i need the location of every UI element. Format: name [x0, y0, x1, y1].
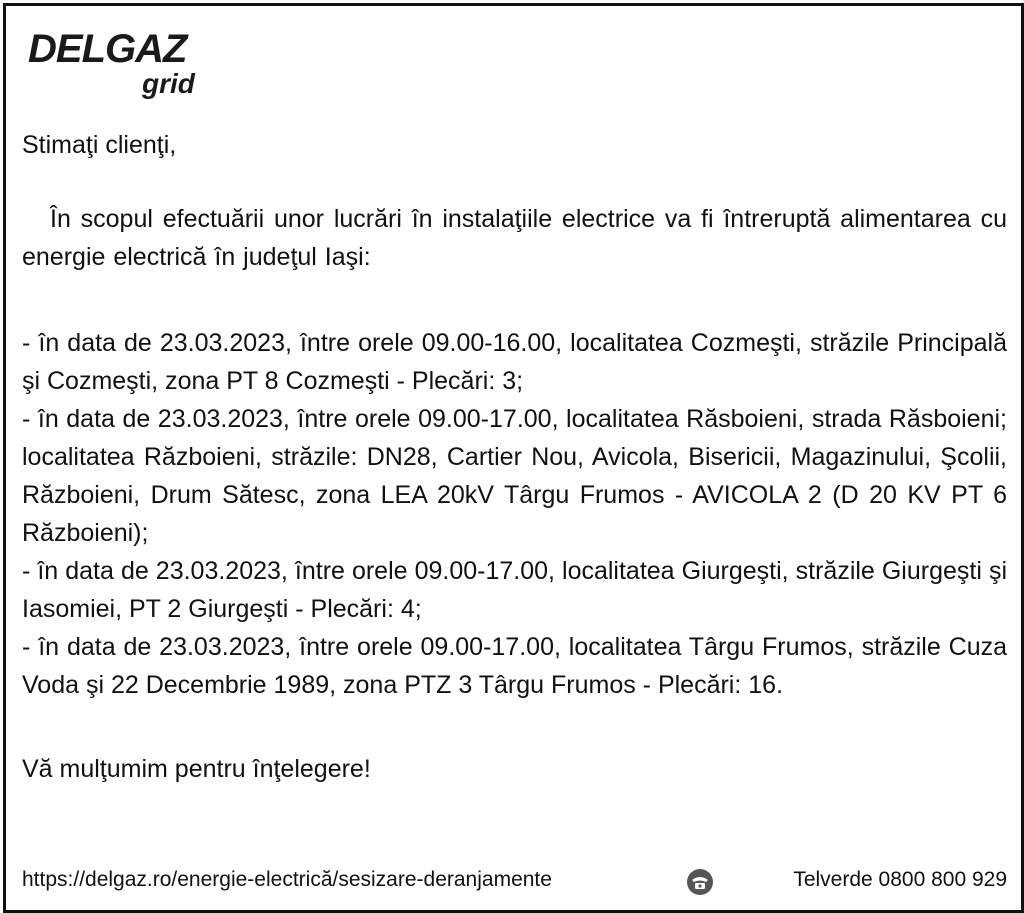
intro-paragraph: În scopul efectuării unor lucrări în instalaţiile electrice va fi întreruptă alimentarea cu energie electrică în judeţul Iaşi:: [22, 205, 1007, 271]
footer: [22, 866, 1007, 898]
outage-item: - în data de 23.03.2023, între orele 09.00-17.00, localitatea Răsboieni, strada Răsboieni; localitatea Războieni, străzile: DN28, Cartier Nou, Avicola, Bisericii, Magazinului, Şcolii, Războieni, Drum Sătesc, zona LEA 20kV Târgu Frumos - AVICOLA 2 (D 20 KV PT 6 Războieni);: [22, 405, 1007, 547]
phone-number[interactable]: Telverde 0800 800 929: [793, 868, 1007, 891]
delgaz-grid-logo: [26, 20, 226, 102]
greeting: Stimaţi clienţi,: [22, 131, 177, 159]
closing-line: Vă mulţumim pentru înţelegere!: [22, 755, 371, 783]
outage-item: - în data de 23.03.2023, între orele 09.00-17.00, localitatea Giurgeşti, străzile Giurgeşti şi Iasomiei, PT 2 Giurgeşti - Plecări: 4;: [22, 557, 1007, 623]
logo-brand-line1: DELGAZ: [28, 27, 187, 71]
logo-graphic: [26, 20, 226, 102]
notice-body: [22, 126, 1007, 788]
report-link[interactable]: https://delgaz.ro/energie-electrică/sesizare-deranjamente: [22, 868, 552, 891]
logo-brand-line2: grid: [142, 68, 195, 99]
outage-list: [22, 324, 1007, 704]
outage-item: - în data de 23.03.2023, între orele 09.00-16.00, localitatea Cozmeşti, străzile Principală şi Cozmeşti, zona PT 8 Cozmeşti - Plecări: 3;: [22, 329, 1007, 395]
outage-item: - în data de 23.03.2023, între orele 09.00-17.00, localitatea Târgu Frumos, străzile Cuza Voda şi 22 Decembrie 1989, zona PTZ 3 Târgu Frumos - Plecări: 16.: [22, 633, 1007, 699]
notice-frame: [3, 3, 1024, 913]
telephone-icon: [686, 868, 714, 896]
